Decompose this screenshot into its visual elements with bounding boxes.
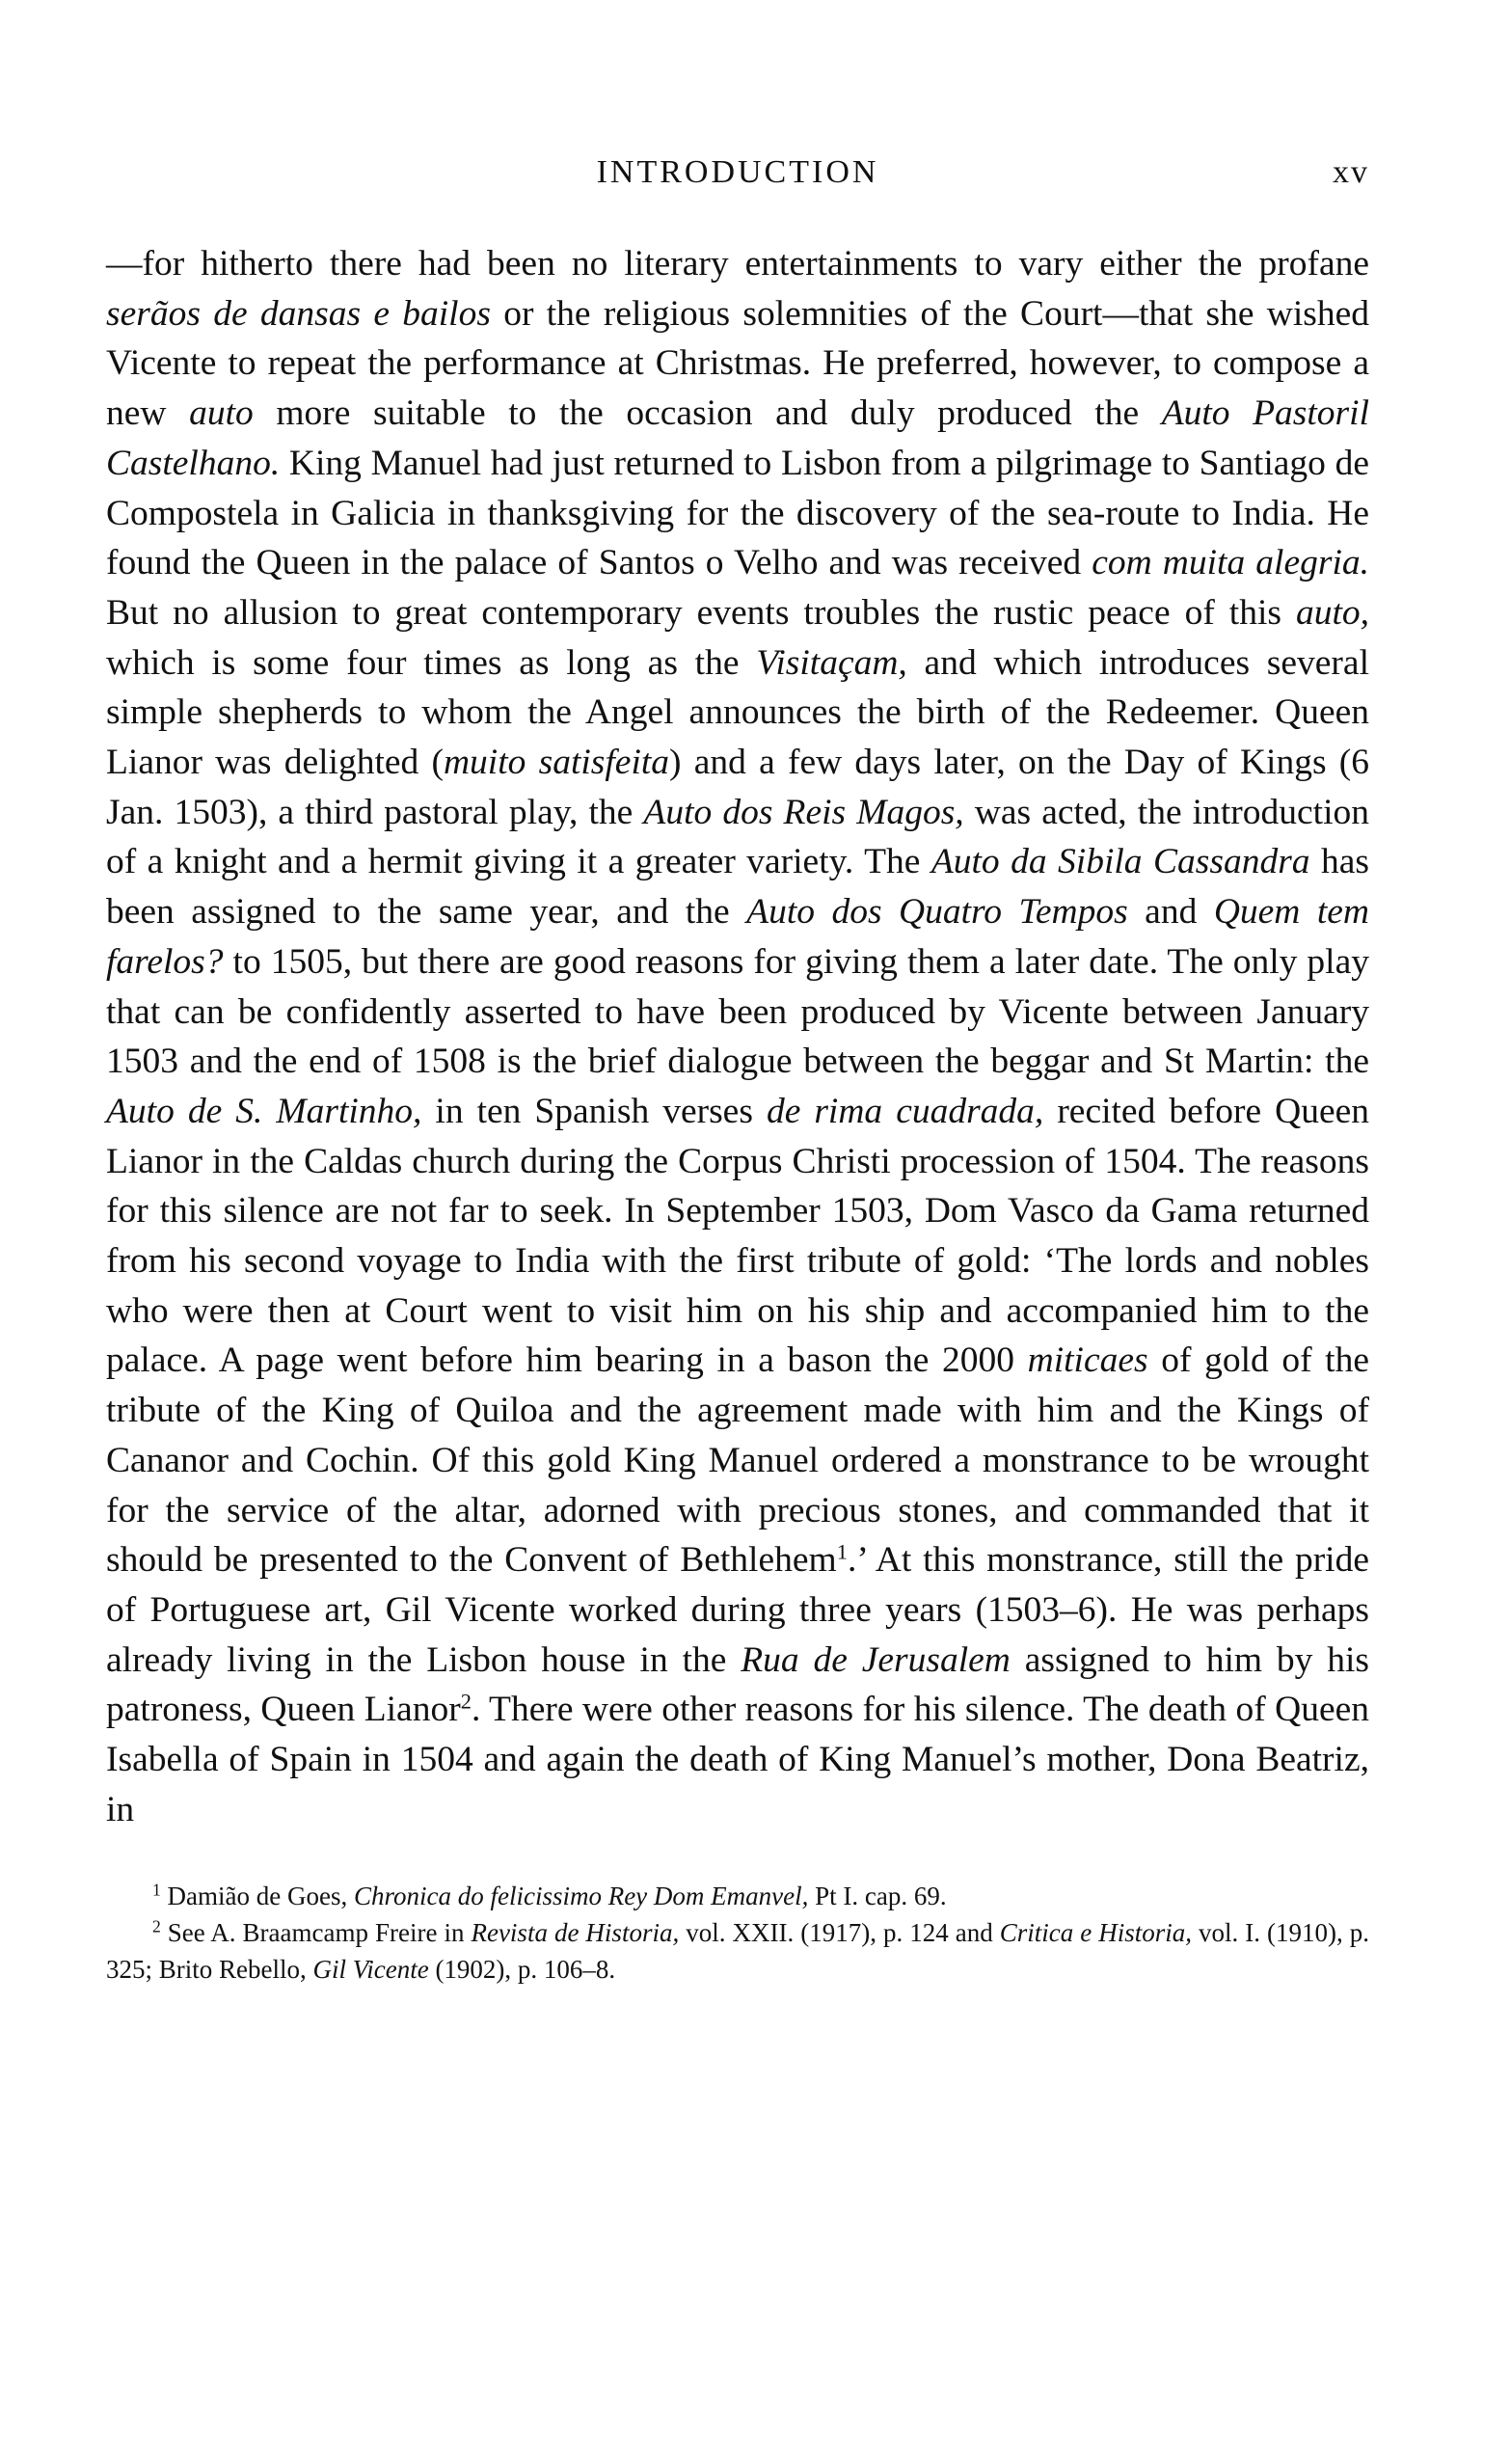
running-title: INTRODUCTION [596, 154, 879, 190]
footnote-italic: Critica e Historia, [999, 1917, 1192, 1947]
footnote-text: vol. XXII. (1917), p. 124 and [679, 1917, 1000, 1947]
text-run: was acted, the introduction of a knight and a hermit giving it a greater variety. The [106, 792, 1369, 882]
italic-run: Auto Pastoril Castelhano. [106, 393, 1369, 483]
body-paragraph [106, 239, 1369, 1835]
running-head [106, 154, 1369, 201]
text-run: . There were other reasons for his silence. The death of Queen Isabella of Spain in 1504 and again the death of King Manuel’s mother, Dona Beatriz, in [106, 1690, 1369, 1829]
footnotes [106, 1878, 1369, 1988]
text-run: ) and a few days later, on the Day of Kings (6 Jan. 1503), a third pastoral play, the [106, 743, 1369, 832]
footnote-italic: Revista de Historia, [471, 1917, 680, 1947]
italic-run: de rima cuadrada, [766, 1091, 1044, 1131]
footnote-text: (1902), p. 106–8. [428, 1954, 616, 1984]
text-run: to 1505, but there are good reasons for giving them a later date. The only play that can be confidently asserted to have been produced by Vicente between January 1503 and the end of 1508 is the brief dialogue between the beggar and St Martin: the [106, 941, 1369, 1082]
footnote-italic: Gil Vicente [312, 1954, 429, 1984]
italic-run: muito satisfeita [443, 743, 670, 783]
footnote-italic: Chronica do felicissimo Rey Dom Emanvel, [353, 1881, 809, 1910]
footnote-2 [106, 1914, 1369, 1988]
italic-run: auto [189, 393, 254, 434]
text-run: which is some four times as long as the [106, 642, 757, 683]
italic-run: Auto dos Reis Magos, [643, 792, 964, 832]
italic-run: auto, [1295, 592, 1369, 633]
italic-run: Quem tem farelos? [106, 892, 1369, 982]
text-run: or the religious solemnities of the Court—that she wished Vicente to repeat the performance at Christmas. He preferred, however, to compose a new [106, 293, 1369, 434]
italic-run: Rua de Jerusalem [741, 1639, 1011, 1680]
footnote-mark: 1 [152, 1879, 161, 1899]
text-run: in ten Spanish verses [421, 1091, 767, 1131]
italic-run: com muita alegria. [1092, 543, 1369, 583]
footnote-ref-1: 1 [836, 1539, 848, 1564]
text-run: has been assigned to the same year, and the [106, 842, 1369, 933]
footnote-1 [106, 1878, 1369, 1914]
footnote-text: Pt I. cap. 69. [808, 1881, 947, 1910]
italic-run: serãos de dansas e bailos [106, 293, 491, 334]
text-run: assigned to him by his patroness, Queen Lianor [106, 1639, 1370, 1730]
text-run: of gold of the tribute of the King of Quiloa and the agreement made with him and the Kings of Cananor and Cochin. Of this gold King Manuel ordered a monstrance to be wrought for the service of the altar, adorned with precious stones, and commanded that it should be presented to the Convent of Bethlehem [106, 1340, 1369, 1581]
italic-run: Visitaçam, [756, 642, 907, 683]
italic-run: miticaes [1027, 1340, 1148, 1381]
text-run: —for hitherto there had been no literary entertainments to vary either the profane [106, 244, 1369, 284]
page-number: xv [1333, 154, 1369, 190]
footnote-mark: 2 [152, 1915, 161, 1936]
book-page [106, 154, 1369, 1988]
italic-run: Auto de S. Martinho, [106, 1091, 422, 1131]
text-run: But no allusion to great contemporary events troubles the rustic peace of this [106, 592, 1296, 633]
text-run: King Manuel had just returned to Lisbon from a pilgrimage to Santiago de Compostela in Galicia in thanksgiving for the discovery of the sea-route to India. He found the Queen in the palace of Santos o Velho and was received [106, 443, 1369, 583]
text-run: .’ At this monstrance, still the pride of Portuguese art, Gil Vicente worked during three years (1503–6). He was perhaps already living in the Lisbon house in the [106, 1540, 1369, 1680]
text-run: and [1127, 892, 1214, 933]
text-run: and which introduces several simple shepherds to whom the Angel announces the birth of the Redeemer. Queen Lianor was delighted ( [106, 642, 1369, 783]
text-run: recited before Queen Lianor in the Caldas church during the Corpus Christi procession of 1504. The reasons for this silence are not far to seek. In September 1503, Dom Vasco da Gama returned from his second voyage to India with the first tribute of gold: ‘The lords and nobles who were then at Court went to visit him on his ship and accompanied him to the palace. A page went before him bearing in a bason the 2000 [106, 1091, 1369, 1381]
footnote-text: Damião de Goes, [160, 1881, 354, 1910]
footnote-text: vol. I. (1910), p. 325; Brito Rebello, [106, 1917, 1370, 1984]
footnote-text: See A. Braamcamp Freire in [160, 1917, 472, 1947]
italic-run: Auto dos Quatro Tempos [746, 892, 1128, 933]
italic-run: Auto da Sibila Cassandra [930, 842, 1310, 882]
text-run: more suitable to the occasion and duly produced the [253, 393, 1162, 434]
footnote-ref-2: 2 [460, 1690, 472, 1715]
